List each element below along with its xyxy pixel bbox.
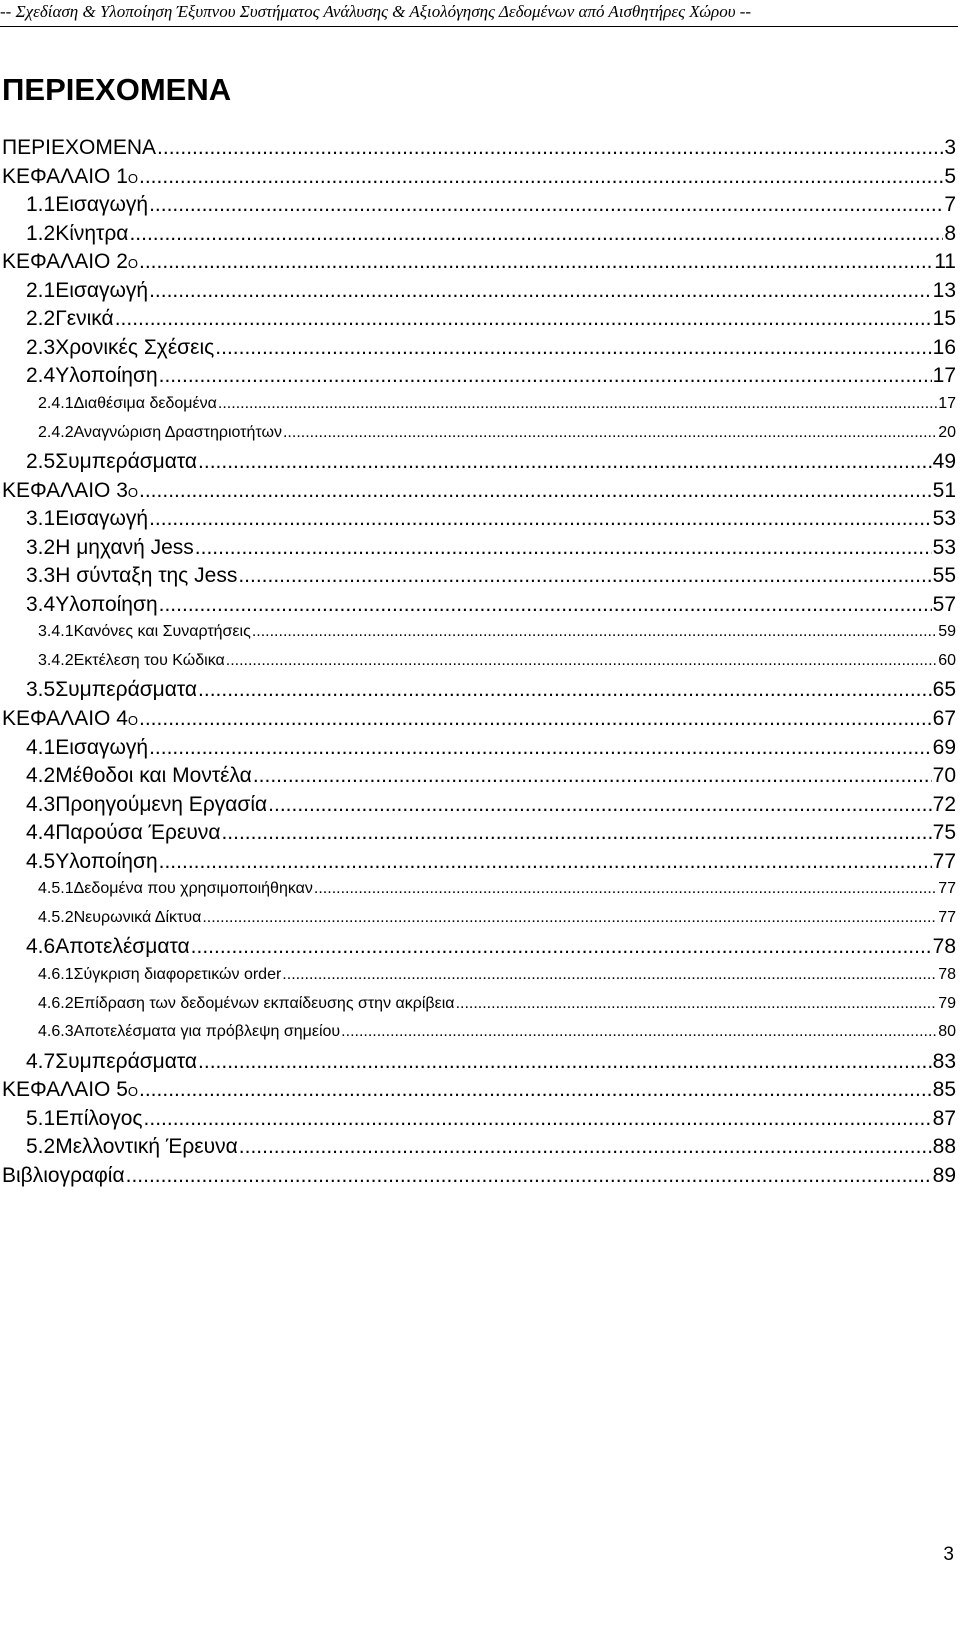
toc-heading: ΠΕΡΙΕΧΟΜΕΝΑ: [2, 72, 232, 107]
toc-entry[interactable]: [38, 880, 956, 898]
toc-entry[interactable]: [26, 1135, 956, 1159]
toc-entry[interactable]: [26, 593, 956, 617]
toc-entry-title: Νευρωνικά Δίκτυα: [73, 908, 202, 926]
toc-entry-page: 77: [938, 880, 956, 898]
toc-entry-title: Συμπεράσματα: [55, 1049, 198, 1073]
toc-entry-number: 2.4.2: [38, 423, 74, 441]
toc-entry[interactable]: [26, 222, 956, 246]
toc-dot-leader: [195, 536, 932, 560]
toc-entry-title: Συμπεράσματα: [55, 678, 198, 702]
toc-entry-page: 3: [944, 136, 956, 159]
toc-entry-title: Δεδομένα που χρησιμοποιήθηκαν: [73, 880, 313, 898]
toc-entry-number: 2.4.1: [38, 394, 74, 412]
toc-entry[interactable]: [26, 336, 956, 360]
toc-entry-title: Υλοποίηση: [55, 849, 158, 873]
toc-entry[interactable]: [26, 850, 956, 874]
toc-entry-page: 89: [932, 1163, 956, 1187]
toc-entry-title: Υλοποίηση: [55, 364, 158, 388]
toc-dot-leader: [198, 450, 932, 474]
toc-entry-page: 65: [932, 678, 956, 702]
toc-dot-leader: [149, 507, 932, 531]
toc-entry-page: 72: [932, 792, 956, 816]
toc-entry-title: Μέθοδοι και Μοντέλα: [55, 764, 252, 788]
toc-entry-number: 4.5.2: [38, 908, 74, 926]
toc-dot-leader: [139, 250, 933, 274]
toc-dot-leader: [149, 279, 932, 303]
toc-entry-page: 77: [932, 849, 956, 873]
toc-entry-page: 49: [932, 450, 956, 474]
toc-entry-page: 70: [932, 764, 956, 788]
toc-entry[interactable]: [38, 966, 956, 984]
toc-entry-page: 53: [932, 535, 956, 559]
toc-dot-leader: [159, 364, 932, 388]
toc-entry-number: 3.1: [26, 507, 56, 531]
toc-entry-number: 3.4: [26, 592, 56, 616]
toc-dot-leader: [144, 1107, 932, 1131]
toc-entry-title: Αναγνώριση Δραστηριοτήτων: [73, 423, 282, 441]
toc-entry-title: Χρονικές Σχέσεις: [55, 335, 215, 359]
toc-entry-page: 8: [944, 221, 956, 245]
toc-entry-page: 87: [932, 1106, 956, 1130]
toc-entry-title: Εισαγωγή: [55, 193, 149, 217]
toc-dot-leader: [157, 136, 943, 160]
toc-dot-leader: [341, 1023, 937, 1041]
toc-dot-leader: [253, 764, 932, 788]
toc-entry-title: Αποτελέσματα: [55, 935, 190, 959]
toc-entry-title: ΚΕΦΑΛΑΙΟ 4: [2, 707, 128, 730]
toc-entry-page: 17: [932, 364, 956, 388]
toc-entry-page: 15: [932, 307, 956, 331]
toc-entry[interactable]: [38, 909, 956, 927]
toc-entry[interactable]: ΚΕΦΑΛΑΙΟ 2 Ο ..... 11: [2, 250, 956, 274]
toc-entry[interactable]: ΚΕΦΑΛΑΙΟ 5 Ο ..... 85: [2, 1078, 956, 1102]
toc-dot-leader: [456, 995, 938, 1013]
toc-entry[interactable]: [38, 1023, 956, 1041]
toc-entry-title: ΚΕΦΑΛΑΙΟ 1: [2, 164, 128, 188]
toc-entry[interactable]: [26, 564, 956, 588]
toc-entry-page: 57: [932, 592, 956, 616]
toc-entry-page: 75: [932, 821, 956, 845]
toc-entry[interactable]: [26, 279, 956, 303]
toc-entry[interactable]: [26, 678, 956, 702]
toc-dot-leader: [314, 880, 937, 898]
toc-dot-leader: [282, 966, 937, 984]
toc-entry[interactable]: [38, 652, 956, 670]
toc-entry[interactable]: [38, 995, 956, 1013]
toc-entry-title: ΠΕΡΙΕΧΟΜΕΝΑ: [2, 136, 157, 159]
toc-entry-number: 4.2: [26, 764, 56, 788]
toc-entry[interactable]: [26, 736, 956, 760]
toc-entry-page: 20: [938, 423, 956, 441]
toc-entry[interactable]: [38, 623, 956, 641]
toc-entry[interactable]: [38, 395, 956, 413]
toc-entry-number: 3.4.2: [38, 651, 74, 669]
toc-entry-number: 4.6.3: [38, 1023, 74, 1041]
toc-dot-leader: [149, 736, 932, 760]
toc-entry-number: 4.6: [26, 935, 56, 959]
toc-entry-number: 4.7: [26, 1049, 56, 1073]
toc-entry[interactable]: [2, 1164, 956, 1188]
toc-entry-title: ΚΕΦΑΛΑΙΟ 2: [2, 250, 128, 274]
toc-dot-leader: [198, 1050, 932, 1074]
toc-entry-number: 3.4.1: [38, 623, 74, 641]
toc-entry-page: 85: [932, 1078, 956, 1102]
toc-entry-number: 4.6.2: [38, 994, 74, 1012]
toc-entry-page: 78: [932, 935, 956, 959]
toc-entry-page: 78: [938, 965, 956, 983]
toc-entry-title: Γενικά: [55, 307, 114, 331]
toc-entry[interactable]: [26, 1107, 956, 1131]
toc-entry-page: 17: [938, 394, 956, 412]
toc-entry[interactable]: [2, 136, 956, 160]
toc-entry[interactable]: [26, 450, 956, 474]
toc-entry-number: 2.3: [26, 335, 56, 359]
toc-entry-number: 2.4: [26, 364, 56, 388]
toc-entry-number: 3.2: [26, 535, 56, 559]
toc-entry-number: 5.2: [26, 1135, 56, 1159]
toc-entry-number: 2.2: [26, 307, 56, 331]
toc-entry-page: 11: [934, 250, 956, 274]
toc-dot-leader: [159, 850, 932, 874]
toc-entry-page: 7: [944, 193, 956, 217]
toc-entry-title: Εισαγωγή: [55, 278, 149, 302]
toc-entry-number: 5.1: [26, 1106, 56, 1130]
toc-entry-number: 1.1: [26, 193, 56, 217]
toc-dot-leader: [139, 165, 943, 189]
toc-entry-page: 5: [944, 164, 956, 188]
running-header: -- Σχεδίαση & Υλοποίηση Έξυπνου Συστήματος Ανάλυσης & Αξιολόγησης Δεδομένων από Αισθητήρες Χώρου --: [0, 2, 752, 21]
toc-dot-leader: [139, 1078, 932, 1102]
toc-entry[interactable]: [26, 793, 956, 817]
toc-entry-page: 60: [938, 651, 956, 669]
toc-entry-page: 16: [932, 335, 956, 359]
toc-entry-title: ΚΕΦΑΛΑΙΟ 3: [2, 478, 128, 502]
toc-entry[interactable]: ΚΕΦΑΛΑΙΟ 3 Ο ..... 51: [2, 479, 956, 503]
toc-entry[interactable]: [26, 821, 956, 845]
toc-dot-leader: [159, 593, 932, 617]
toc-entry-number: 2.5: [26, 450, 56, 474]
toc-dot-leader: [239, 1135, 932, 1159]
toc-entry[interactable]: ΚΕΦΑΛΑΙΟ 4 Ο ..... 67: [2, 707, 956, 731]
toc-entry-page: 13: [932, 278, 956, 302]
toc-entry[interactable]: [38, 424, 956, 442]
toc-entry-title: ΚΕΦΑΛΑΙΟ 5: [2, 1078, 128, 1102]
toc-dot-leader: [202, 909, 937, 927]
toc-dot-leader: [221, 821, 931, 845]
toc-entry-number: 2.1: [26, 278, 56, 302]
toc-entry[interactable]: [26, 307, 956, 331]
toc-entry-page: 79: [938, 994, 956, 1012]
toc-entry-page: 59: [938, 623, 956, 641]
toc-entry-number: 4.6.1: [38, 965, 74, 983]
toc-entry-number: 4.1: [26, 735, 56, 759]
toc-dot-leader: [126, 1164, 932, 1188]
toc-entry[interactable]: [26, 935, 956, 959]
toc-entry[interactable]: [26, 1050, 956, 1074]
toc-dot-leader: [252, 623, 937, 641]
toc-entry-page: 55: [932, 564, 956, 588]
toc-entry-title: Διαθέσιμα δεδομένα: [73, 394, 217, 412]
toc-entry-title: Εισαγωγή: [55, 507, 149, 531]
toc-dot-leader: [215, 336, 931, 360]
toc-entry-title: Επίλογος: [55, 1106, 143, 1130]
toc-entry-title: Κίνητρα: [55, 221, 129, 245]
toc-entry-page: 51: [932, 478, 956, 502]
toc-dot-leader: [226, 652, 937, 670]
toc-dot-leader: [198, 678, 932, 702]
toc-entry-title: Βιβλιογραφία: [2, 1163, 125, 1187]
toc-dot-leader: [191, 935, 932, 959]
toc-dot-leader: [268, 793, 931, 817]
toc-entry-number: 4.5.1: [38, 880, 74, 898]
toc-dot-leader: [139, 479, 932, 503]
toc-entry[interactable]: [26, 507, 956, 531]
toc-entry-title: Επίδραση των δεδομένων εκπαίδευσης στην ακρίβεια: [73, 994, 455, 1012]
toc-entry-page: 77: [938, 908, 956, 926]
toc-entry-title: Υλοποίηση: [55, 592, 158, 616]
toc-dot-leader: [149, 193, 943, 217]
toc-entry-number: 4.3: [26, 792, 56, 816]
toc-entry-number: 4.5: [26, 849, 56, 873]
toc-entry-title: Κανόνες και Συναρτήσεις: [73, 623, 251, 641]
toc-entry-number: 1.2: [26, 221, 56, 245]
toc-entry[interactable]: [26, 764, 956, 788]
toc-entry[interactable]: [26, 536, 956, 560]
toc-entry-title: Αποτελέσματα για πρόβλεψη σημείου: [73, 1023, 341, 1041]
page-number: 3: [943, 1544, 954, 1565]
toc-dot-leader: [218, 395, 937, 413]
toc-entry-title: Εκτέλεση του Κώδικα: [73, 651, 225, 669]
toc-entry-page: 67: [932, 707, 956, 730]
toc-dot-leader: [139, 707, 932, 731]
toc-dot-leader: [115, 307, 932, 331]
toc-entry-number: 3.5: [26, 678, 56, 702]
toc-entry-title: Εισαγωγή: [55, 735, 149, 759]
toc-entry-title: Παρούσα Έρευνα: [55, 821, 221, 845]
toc-entry-title: Η σύνταξη της Jess: [55, 564, 238, 588]
toc-entry-page: 80: [938, 1023, 956, 1041]
toc-entry[interactable]: [26, 193, 956, 217]
toc-entry-page: 83: [932, 1049, 956, 1073]
toc-entry-title: Η μηχανή Jess: [55, 535, 194, 559]
toc-entry-number: 3.3: [26, 564, 56, 588]
toc-entry[interactable]: ΚΕΦΑΛΑΙΟ 1 Ο ..... 5: [2, 165, 956, 189]
toc-entry-page: 53: [932, 507, 956, 531]
toc-entry-title: Σύγκριση διαφορετικών order: [73, 965, 282, 983]
toc-entry-title: Συμπεράσματα: [55, 450, 198, 474]
toc-entry[interactable]: [26, 364, 956, 388]
toc-entry-title: Προηγούμενη Εργασία: [55, 792, 268, 816]
toc-entry-title: Μελλοντική Έρευνα: [55, 1135, 238, 1159]
toc-dot-leader: [283, 424, 937, 442]
toc-entry-page: 69: [932, 735, 956, 759]
toc-dot-leader: [129, 222, 943, 246]
toc-entry-page: 88: [932, 1135, 956, 1159]
toc-dot-leader: [238, 564, 931, 588]
toc-entry-number: 4.4: [26, 821, 56, 845]
